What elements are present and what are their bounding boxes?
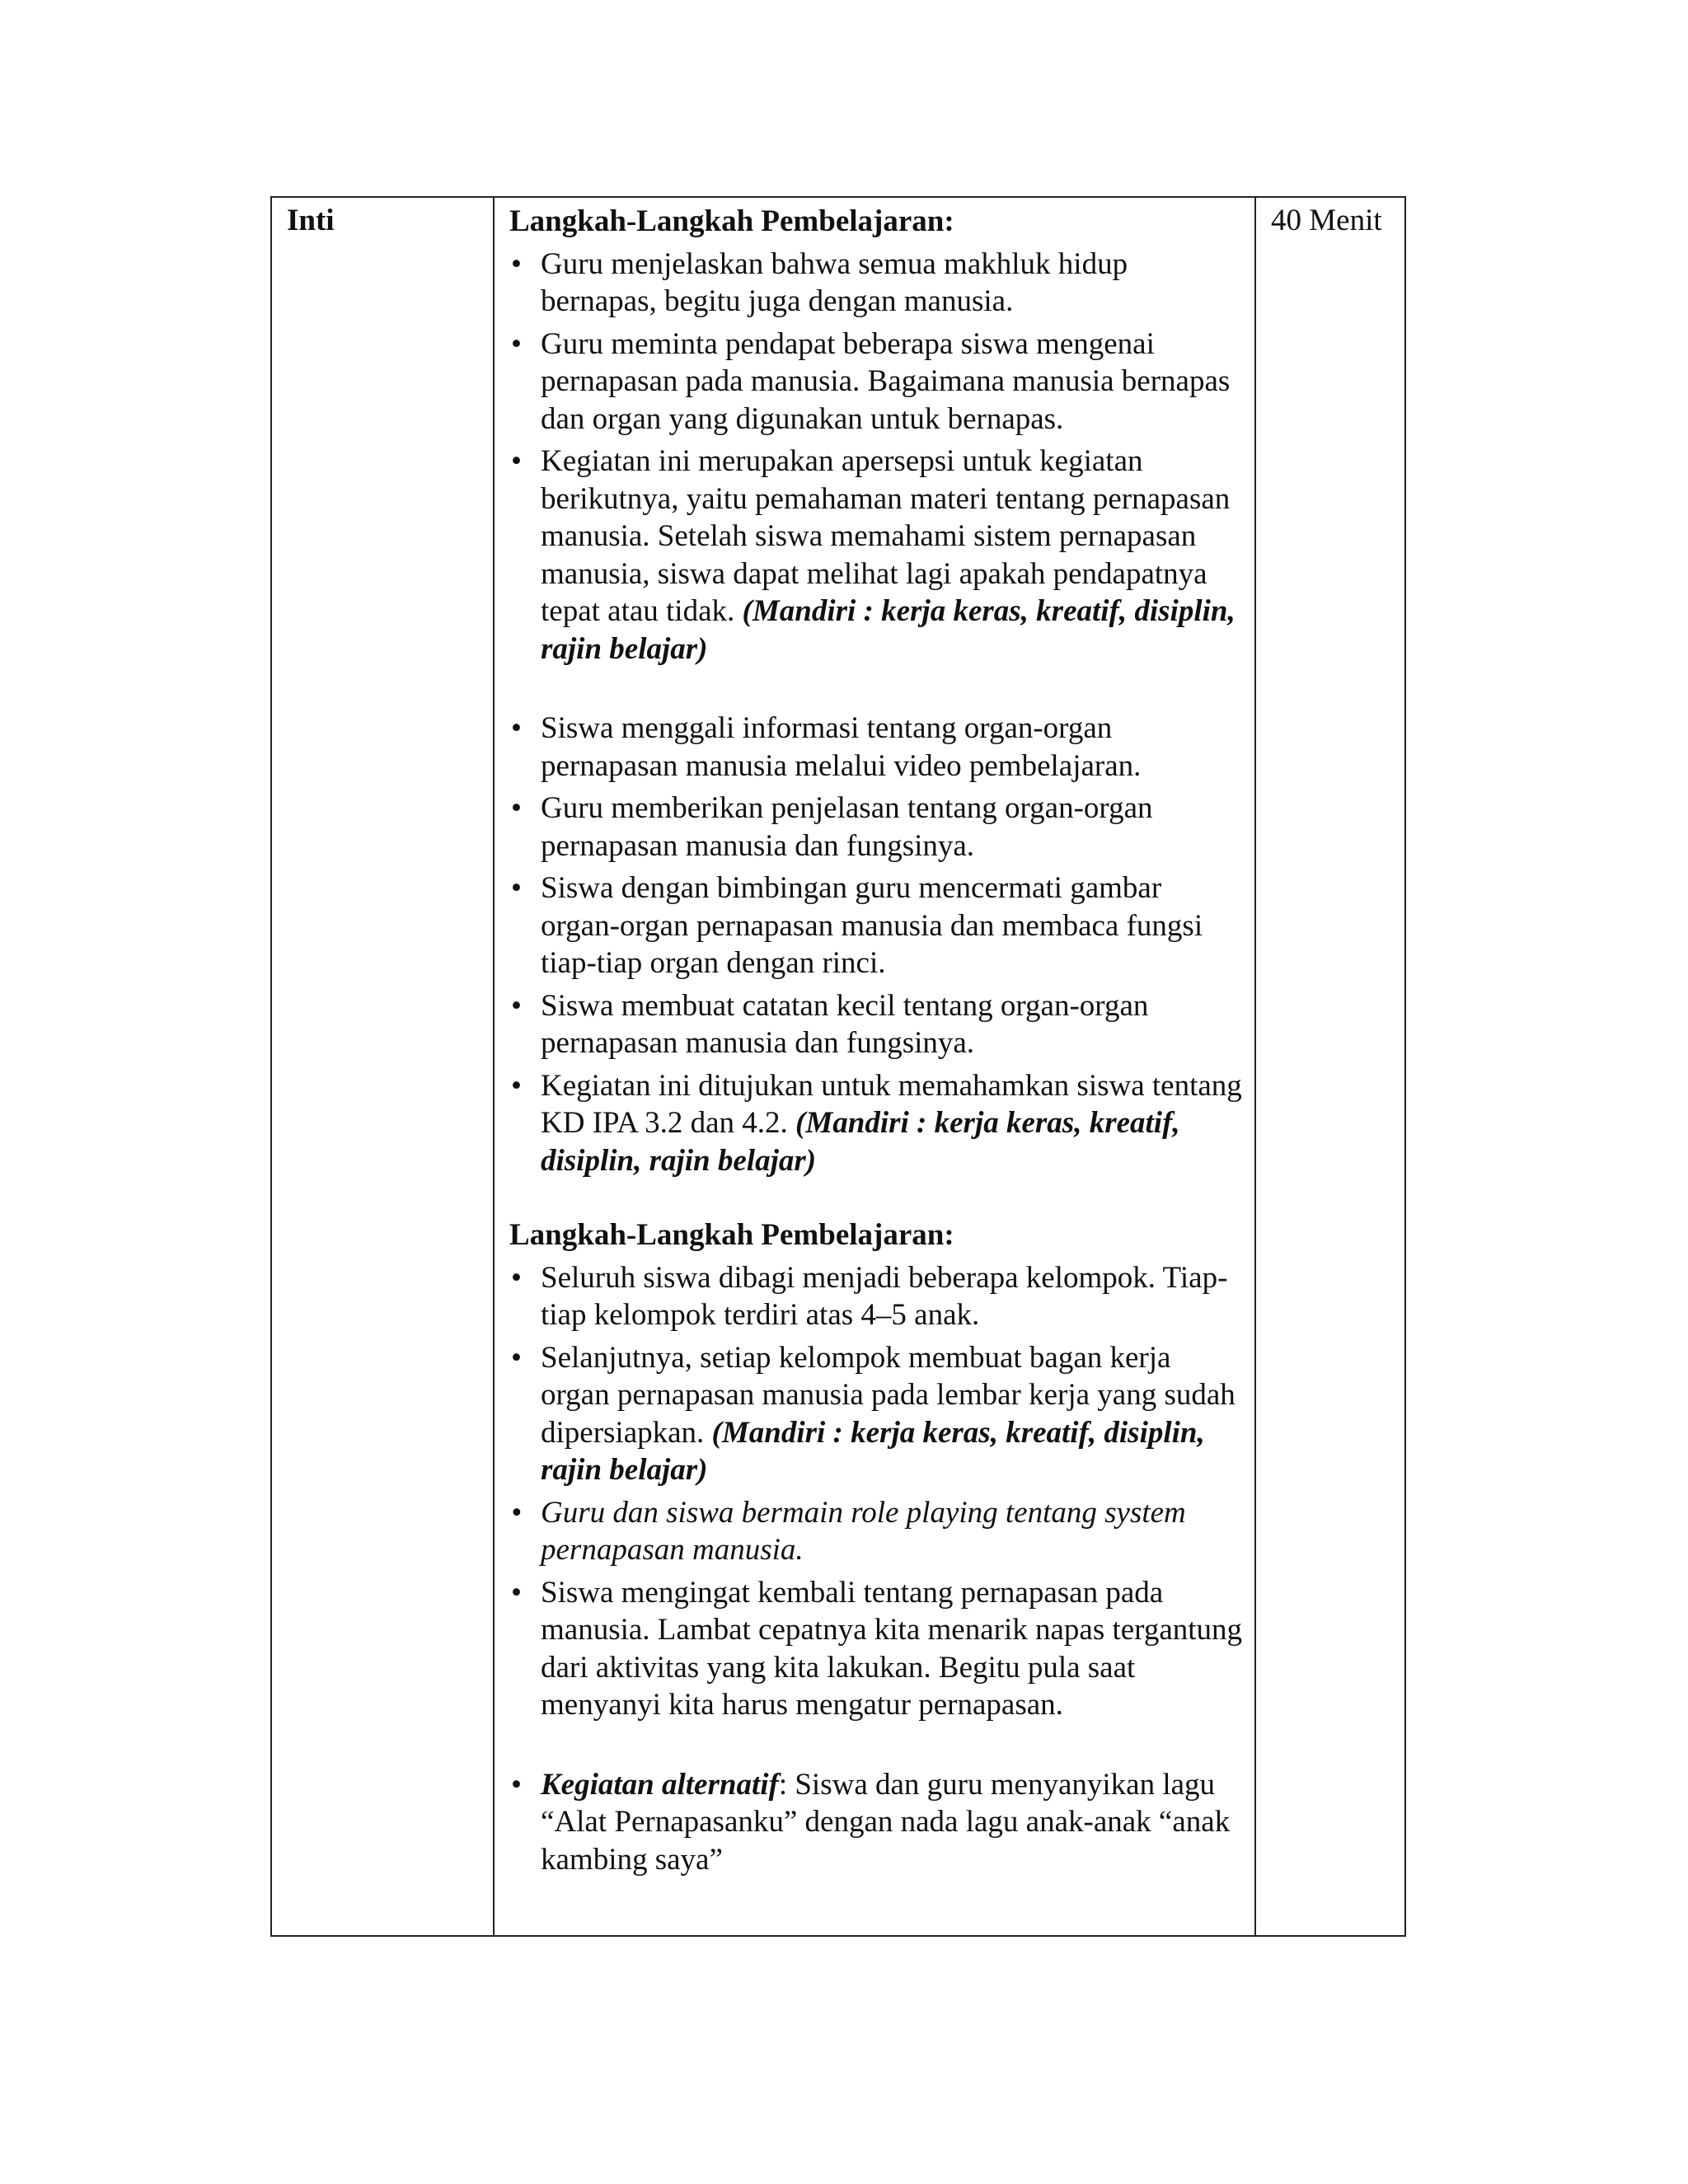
- activities-content: [495, 198, 1254, 1878]
- list-item: • Siswa menggali informasi tentang organ-organ pernapasan manusia melalui video pembelajaran.: [509, 710, 1243, 785]
- list-item: • Guru memberikan penjelasan tentang organ-organ pernapasan manusia dan fungsinya.: [509, 790, 1243, 865]
- character-values-note: (Mandiri : kerja keras, kreatif, disiplin, rajin belajar): [541, 1106, 1180, 1178]
- section-heading: Langkah-Langkah Pembelajaran:: [509, 204, 954, 238]
- list-item: • Guru meminta pendapat beberapa siswa mengenai pernapasan pada manusia. Bagaimana manusia bernapas dan organ yang digunakan untuk bernapas.: [509, 326, 1243, 438]
- list-item: • Guru dan siswa bermain role playing tentang system pernapasan manusia.: [509, 1494, 1243, 1569]
- list-item: • Kegiatan alternatif: Siswa dan guru menyanyikan lagu “Alat Pernapasanku” dengan nada lagu anak-anak “anak kambing saya”: [509, 1766, 1243, 1879]
- activity-list: [509, 246, 1243, 668]
- character-values-note: (Mandiri : kerja keras, kreatif, disiplin, rajin belajar): [541, 594, 1236, 666]
- duration-cell: [1255, 197, 1405, 1936]
- spacer: [509, 668, 1243, 705]
- duration-label: 40 Menit: [1271, 204, 1382, 237]
- list-item: • Selanjutnya, setiap kelompok membuat bagan kerja organ pernapasan manusia pada lembar kerja yang sudah dipersiapkan. (Mandiri : kerja keras, kreatif, disiplin, rajin belajar): [509, 1339, 1243, 1489]
- character-values-note: (Mandiri : kerja keras, kreatif, disiplin, rajin belajar): [541, 1415, 1205, 1487]
- alternative-activity-label: Kegiatan alternatif: [541, 1767, 779, 1802]
- list-item: • Siswa dengan bimbingan guru mencermati gambar organ-organ pernapasan manusia dan membaca fungsi tiap-tiap organ dengan rinci.: [509, 869, 1243, 982]
- list-item: • Kegiatan ini ditujukan untuk memahamkan siswa tentang KD IPA 3.2 dan 4.2. (Mandiri : kerja keras, kreatif, disiplin, rajin belajar): [509, 1067, 1243, 1180]
- list-item: • Siswa membuat catatan kecil tentang organ-organ pernapasan manusia dan fungsinya.: [509, 987, 1243, 1062]
- lesson-plan-table: [270, 196, 1406, 1937]
- activities-cell: [494, 197, 1255, 1936]
- spacer: [509, 1179, 1243, 1216]
- activity-list: [509, 710, 1243, 1179]
- list-item: • Siswa mengingat kembali tentang pernapasan pada manusia. Lambat cepatnya kita menarik napas tergantung dari aktivitas yang kita lakukan. Begitu pula saat menyanyi kita harus mengatur pernapasan.: [509, 1574, 1243, 1724]
- list-item: • Kegiatan ini merupakan apersepsi untuk kegiatan berikutnya, yaitu pemahaman materi tentang pernapasan manusia. Setelah siswa memahami sistem pernapasan manusia, siswa dapat melihat lagi apakah pendapatnya tepat atau tidak. (Mandiri : kerja keras, kreatif, disiplin, rajin belajar): [509, 443, 1243, 668]
- list-item: • Seluruh siswa dibagi menjadi beberapa kelompok. Tiap-tiap kelompok terdiri atas 4–5 anak.: [509, 1259, 1243, 1334]
- activity-list: [509, 1259, 1243, 1724]
- phase-cell: [271, 197, 494, 1936]
- spacer: [509, 1724, 1243, 1761]
- section-heading: Langkah-Langkah Pembelajaran:: [509, 1218, 954, 1252]
- table-row: [271, 197, 1405, 1936]
- list-item: • Guru menjelaskan bahwa semua makhluk hidup bernapas, begitu juga dengan manusia.: [509, 246, 1243, 321]
- activity-list: [509, 1766, 1243, 1879]
- phase-label: Inti: [287, 204, 335, 237]
